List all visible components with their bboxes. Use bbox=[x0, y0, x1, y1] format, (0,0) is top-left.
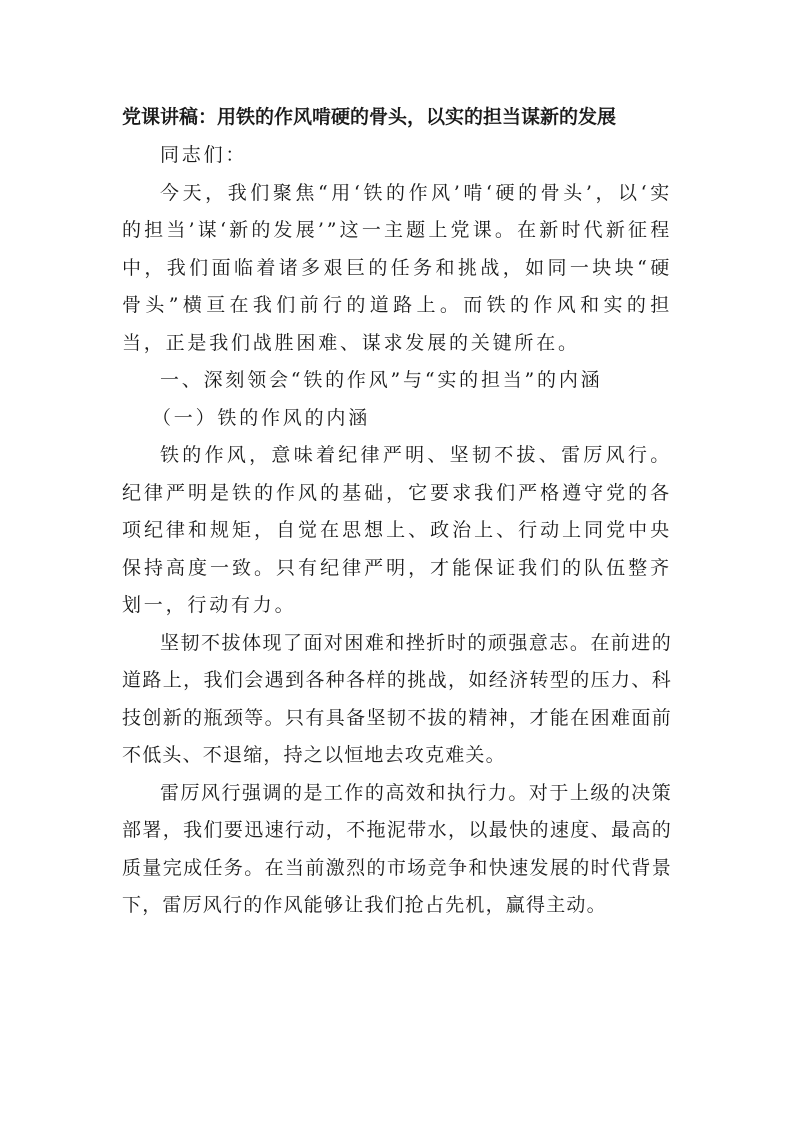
subsection-heading: （一）铁的作风的内涵 bbox=[152, 406, 371, 429]
body-paragraph: 坚韧不拔体现了面对困难和挫折时的顽强意志。在前进的道路上，我们会遇到各种各样的挑战，如经济转型的压力、科技创新的瓶颈等。只有具备坚韧不拔的精神，才能在困难面前不低头、不退缩，持之以恒地去攻克难关。 bbox=[122, 631, 672, 766]
body-paragraph: 雷厉风行强调的是工作的高效和执行力。对于上级的决策部署，我们要迅速行动，不拖泥带水，以最快的速度、最高的质量完成任务。在当前激烈的市场竞争和快速发展的时代背景下，雷厉风行的作风能够让我们抢占先机，赢得主动。 bbox=[122, 781, 672, 916]
document-title: 党课讲稿：用铁的作风啃硬的骨头，以实的担当谋新的发展 bbox=[122, 106, 617, 128]
body-paragraph: 铁的作风，意味着纪律严明、坚韧不拔、雷厉风行。纪律严明是铁的作风的基础，它要求我们严格遵守党的各项纪律和规矩，自觉在思想上、政治上、行动上同党中央保持高度一致。只有纪律严明，才能保证我们的队伍整齐划一，行动有力。 bbox=[122, 444, 672, 616]
intro-paragraph: 今天，我们聚焦“用‘铁的作风’啃‘硬的骨头’，以‘实的担当’谋‘新的发展’”这一主题上党课。在新时代新征程中，我们面临着诸多艰巨的任务和挑战，如同一块块“硬骨头”横亘在我们前行的道路上。而铁的作风和实的担当，正是我们战胜困难、谋求发展的关键所在。 bbox=[122, 181, 672, 354]
section-heading: 一、深刻领会“铁的作风”与“实的担当”的内涵 bbox=[160, 369, 603, 391]
document-page bbox=[122, 97, 672, 925]
salutation: 同志们： bbox=[160, 144, 248, 166]
